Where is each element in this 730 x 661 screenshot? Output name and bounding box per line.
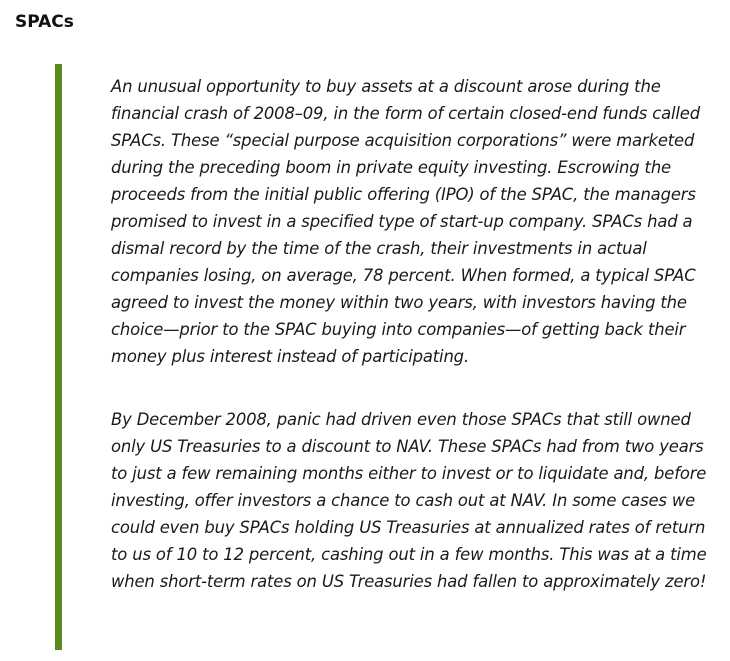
section-heading: SPACs [15,12,74,32]
quote-paragraph-1: An unusual opportunity to buy assets at a discount arose during the financial crash of 2008–09, in the form of certain closed-end funds called SPACs. These “special purpose acquisition corporations” were marketed during the preceding boom in private equity investing. Escrowing the proceeds from the initial public offering (IPO) of the SPAC, the managers promised to invest in a specified type of start-up company. SPACs had a dismal record by the time of the crash, their investments in actual companies losing, on average, 78 percent. When formed, a typical SPAC agreed to invest the money within two years, with investors having the choice—prior to the SPAC buying into companies—of getting back their money plus interest instead of participating. [111,77,700,366]
quote-paragraph-2: By December 2008, panic had driven even those SPACs that still owned only US Treasuries to a discount to NAV. These SPACs had from two years to just a few remaining months either to invest or to liquidate and, before investing, offer investors a chance to cash out at NAV. In some cases we could even buy SPACs holding US Treasuries at annualized rates of return to us of 10 to 12 percent, cashing out in a few months. This was at a time when short-term rates on US Treasuries had fallen to approximately zero! [111,410,707,591]
blockquote [55,64,715,650]
quote-body [111,73,707,595]
quote-accent-bar [55,64,62,650]
